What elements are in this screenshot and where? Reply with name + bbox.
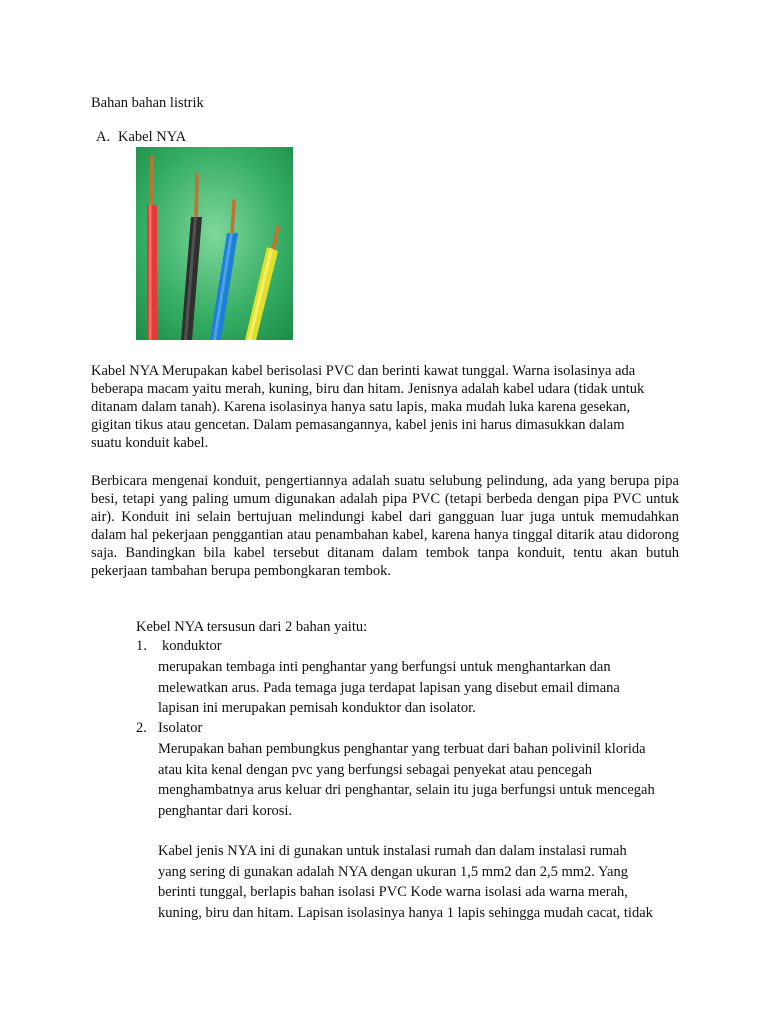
list-item-number: 2.	[136, 720, 147, 736]
section-heading-kabel-nya	[96, 128, 186, 146]
desc-line: atau kita kenal dengan pvc yang berfungsi sebagai penyekat atau pencegah	[158, 761, 593, 778]
desc-line: lapisan ini merupakan pemisah konduktor dan isolator.	[158, 700, 476, 716]
document-title: Bahan bahan listrik	[91, 95, 204, 111]
cable-photo-svg	[136, 147, 293, 340]
list-item-desc-konduktor	[158, 657, 678, 719]
cable-photo	[136, 147, 293, 340]
desc-line: melewatkan arus. Pada temaga juga terdapat lapisan yang disebut email dimana	[158, 679, 620, 696]
paragraph-line: Kabel jenis NYA ini di gunakan untuk instalasi rumah dan dalam instalasi rumah	[158, 843, 627, 859]
list-intro: Kebel NYA tersusun dari 2 bahan yaitu:	[136, 619, 368, 635]
desc-line: merupakan tembaga inti penghantar yang berfungsi untuk menghantarkan dan	[158, 659, 611, 675]
section-label: Kabel NYA	[118, 129, 187, 145]
paragraph-line: beberapa macam yaitu merah, kuning, biru dan hitam. Jenisnya adalah kabel udara (tidak untuk	[91, 381, 645, 397]
list-item-desc-isolator	[158, 739, 683, 821]
paragraph-line: kuning, biru dan hitam. Lapisan isolasinya hanya 1 lapis sehingga mudah cacat, tidak	[158, 904, 653, 921]
paragraph-konduit: Berbicara mengenai konduit, pengertiannya adalah suatu selubung pelindung, ada yang berupa pipa besi, tetapi yang paling umum digunakan adalah pipa PVC (tetapi berbeda dengan pipa PVC untuk air). Konduit ini selain bertujuan melindungi kabel dari gangguan luar juga untuk memudahkan dalam hal pekerjaan penggantian atau penambahan kabel, karena hanya tinggal ditarik atau didorong saja. Bandingkan bila kabel tersebut ditanam dalam tembok tanpa konduit, tentu akan butuh pekerjaan tambahan berupa pembongkaran tembok.	[91, 473, 679, 579]
paragraph-penggunaan-nya	[158, 841, 688, 923]
photo-background	[136, 147, 293, 340]
paragraph-kabel-nya	[91, 362, 683, 452]
paragraph-line: Kabel NYA Merupakan kabel berisolasi PVC dan berinti kawat tunggal. Warna isolasinya ada	[91, 363, 636, 379]
section-number: A.	[96, 129, 111, 145]
paragraph-line: gigitan tikus atau gencetan. Dalam pemasangannya, kabel jenis ini harus dimasukkan dalam	[91, 417, 625, 433]
paragraph-line: suatu konduit kabel.	[91, 435, 209, 451]
desc-line: menghambatnya arus keluar dri penghantar, selain itu juga berfungsi untuk mencegah	[158, 782, 655, 798]
paragraph-line: yang sering di gunakan adalah NYA dengan ukuran 1,5 mm2 dan 2,5 mm2. Yang	[158, 863, 628, 880]
paragraph-line: berinti tunggal, berlapis bahan isolasi PVC Kode warna isolasi ada warna merah,	[158, 884, 628, 900]
list-item-label-konduktor: konduktor	[162, 638, 222, 654]
list-item-number: 1.	[136, 638, 147, 654]
desc-line: penghantar dari korosi.	[158, 802, 293, 819]
desc-line: Merupakan bahan pembungkus penghantar yang terbuat dari bahan polivinil klorida	[158, 741, 646, 757]
list-item-label-isolator: Isolator	[158, 720, 203, 736]
paragraph-line: ditanam dalam tanah). Karena isolasinya hanya satu lapis, maka mudah luka karena gesekan,	[91, 399, 631, 415]
